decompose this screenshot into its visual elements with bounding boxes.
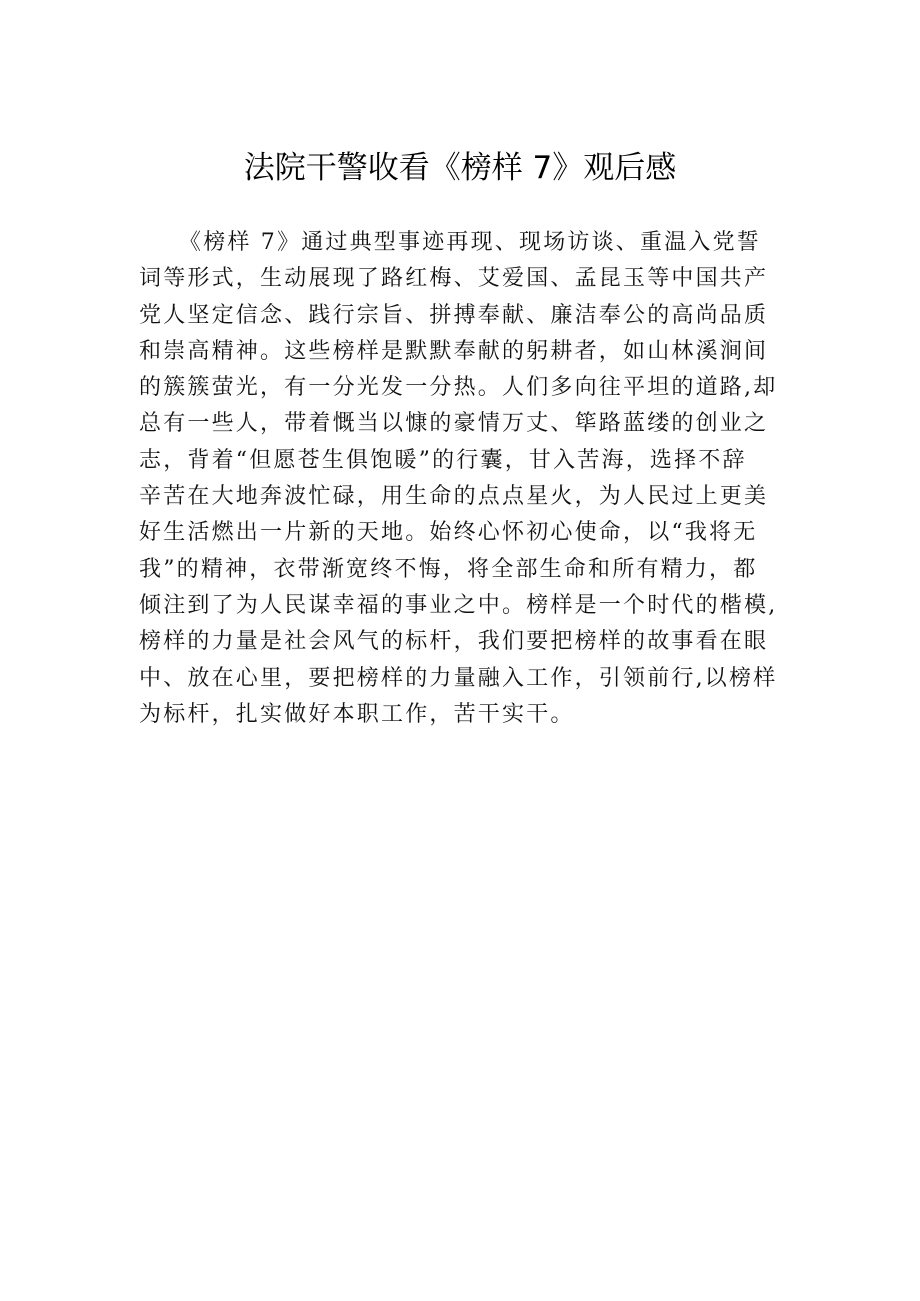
document-body bbox=[139, 225, 787, 733]
body-line: 中、放在心里，要把榜样的力量融入工作，引领前行,以榜样 bbox=[139, 665, 778, 691]
body-line: 词等形式，生动展现了路红梅、艾爱国、孟昆玉等中国共产 bbox=[139, 266, 769, 292]
body-line: 和崇高精神。这些榜样是默默奉献的躬耕者，如山林溪涧间 bbox=[139, 338, 769, 364]
body-line: 《榜样 7》通过典型事迹再现、现场访谈、重温入党誓 bbox=[179, 230, 761, 255]
body-line: 倾注到了为人民谋幸福的事业之中。榜样是一个时代的楷模, bbox=[139, 592, 778, 618]
body-line: 辛苦在大地奔波忙碌，用生命的点点星火，为人民过上更美 bbox=[139, 484, 769, 510]
body-line: 的簇簇萤光，有一分光发一分热。人们多向往平坦的道路,却 bbox=[139, 375, 778, 401]
body-line: 党人坚定信念、践行宗旨、拼搏奉献、廉洁奉公的高尚品质 bbox=[139, 302, 769, 328]
body-line: 榜样的力量是社会风气的标杆，我们要把榜样的故事看在眼 bbox=[139, 629, 769, 655]
body-line: 我”的精神，衣带渐宽终不悔，将全部生命和所有精力，都 bbox=[139, 556, 758, 582]
body-line: 志，背着“但愿苍生俱饱暖”的行囊，甘入苦海，选择不辞 bbox=[139, 447, 747, 473]
body-line: 为标杆，扎实做好本职工作，苦干实干。 bbox=[139, 701, 575, 727]
body-line: 好生活燃出一片新的天地。始终心怀初心使命，以“我将无 bbox=[139, 520, 758, 546]
document-title: 法院干警收看《榜样 7》观后感 bbox=[243, 150, 677, 186]
body-line: 总有一些人，带着慨当以慷的豪情万丈、筚路蓝缕的创业之 bbox=[139, 411, 769, 437]
